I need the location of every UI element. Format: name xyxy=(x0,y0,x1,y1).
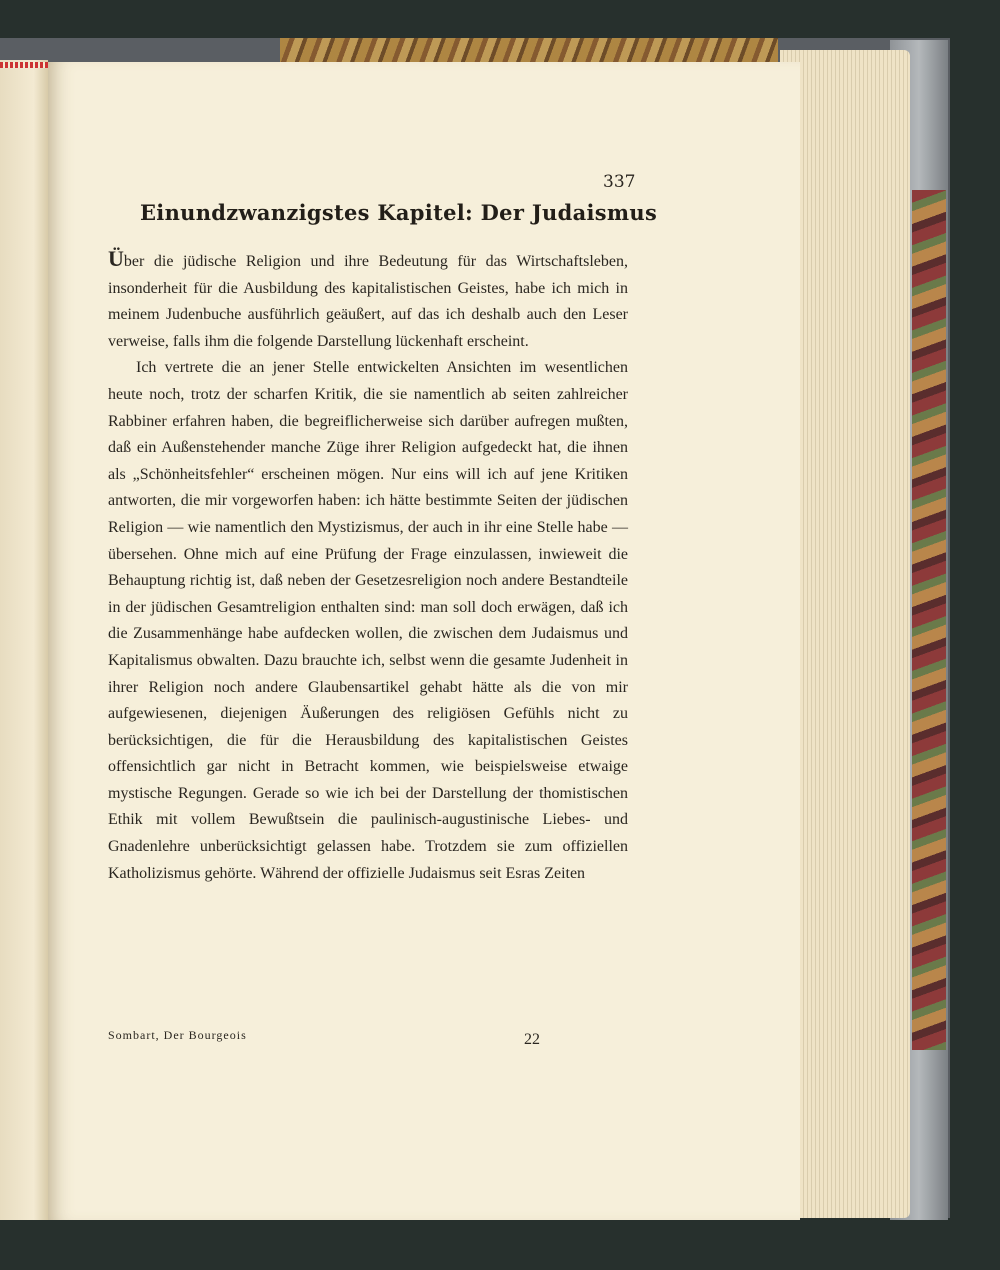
signature-source: Sombart, Der Bourgeois xyxy=(108,1028,247,1042)
paragraph xyxy=(108,246,628,355)
page-number: 337 xyxy=(603,172,636,192)
facing-page xyxy=(0,60,48,1220)
marbled-endpaper-right xyxy=(912,190,946,1050)
page-footer xyxy=(108,1028,628,1058)
paragraph-text: Ich vertrete die an jener Stelle entwickelten Ansichten im wesentlichen heute noch, trotz der scharfen Kritik, die sie namentlich ab seiten zahlreicher Rabbiner erfahren haben, die begreiflicherweise sich darüber aufregen mußten, daß ein Außenstehender manche Züge ihrer Religion aufgedeckt hat, die ihnen als „Schönheitsfehler“ erscheinen mögen. Nur eins will ich auf jene Kritiken antworten, die mir vorgeworfen haben: ich hätte bestimmte Seiten der jüdischen Religion — wie namentlich den Mystizismus, der auch in ihr eine Stelle habe — übersehen. Ohne mich auf eine Prüfung der Frage einzulassen, inwieweit die Behauptung richtig ist, daß neben der Gesetzesreligion noch andere Bestandteile in der jüdischen Gesamtreligion enthalten sind: man soll doch erwägen, daß ich die Zusammenhänge habe aufdecken wollen, die zwischen dem Judaismus und Kapitalismus obwalten. Dazu brauchte ich, selbst wenn die gesamte Judenheit in ihrer Religion noch andere Glaubensartikel gehabt hätte als die von mir aufgewiesenen, diejenigen Äußerungen des religiösen Gefühls nicht zu berücksichtigen, die für die Herausbildung des kapitalistischen Geistes offensichtlich gar nicht in Betracht kommen, wie beispielsweise etwaige mystische Regungen. Gerade so wie ich bei der Darstellung der thomistischen Ethik mit vollem Bewußtsein die paulinisch-augustinische Liebes- und Gnadenlehre unberücksichtigt gelassen habe. Trotzdem sie zum offiziellen Katholizismus gehörte. Während der offizielle Judaismus seit Esras Zeiten xyxy=(108,359,628,882)
marbled-endpaper-top xyxy=(280,38,778,64)
bookmark-ribbon xyxy=(0,62,50,68)
paragraph xyxy=(108,355,628,887)
chapter-title: Einundzwanzigstes Kapitel: Der Judaismus xyxy=(140,200,658,225)
body-text xyxy=(108,246,628,887)
signature-mark: 22 xyxy=(524,1031,540,1048)
paragraph-text: ber die jüdische Religion und ihre Bedeutung für das Wirtschaftsleben, insonderheit für die Ausbildung des kapitalistischen Geistes, habe ich mich in meinem Judenbuche ausführlich geäußert, auf das ich deshalb auch den Leser verweise, falls ihm die folgende Darstellung lückenhaft erscheint. xyxy=(108,253,628,350)
drop-cap: Ü xyxy=(108,246,124,271)
